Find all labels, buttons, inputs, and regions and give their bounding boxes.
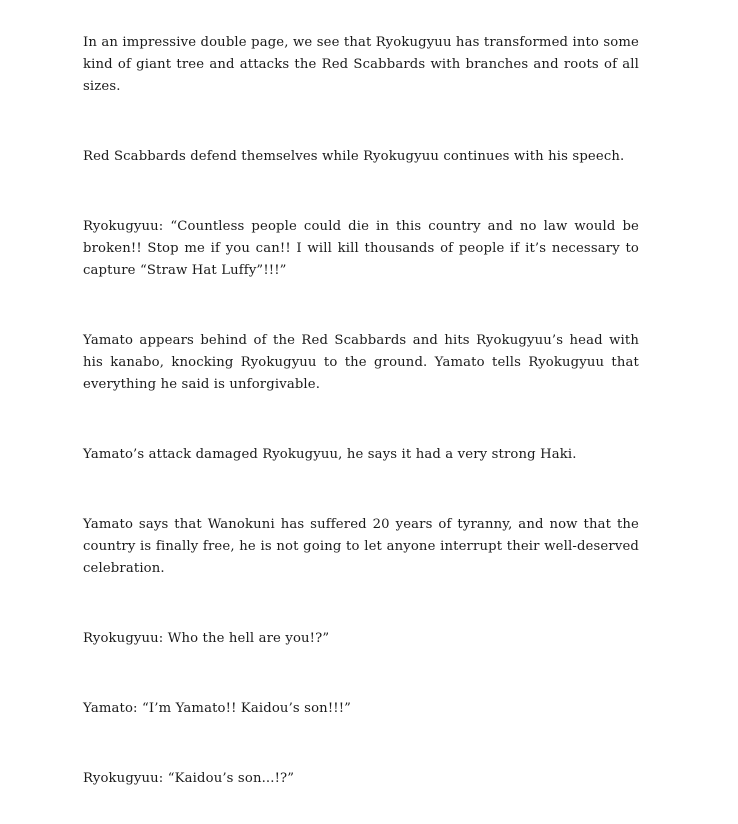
document-body (83, 32, 644, 790)
paragraph-who-are-you: Ryokugyuu: Who the hell are you!?” (83, 631, 330, 646)
paragraph-attack-damage: Yamato’s attack damaged Ryokugyuu, he says it had a very strong Haki. (83, 447, 577, 462)
paragraph-yamato-reply: Yamato: “I’m Yamato!! Kaidou’s son!!!” (83, 701, 352, 716)
paragraph-kaidou-son: Ryokugyuu: “Kaidou’s son...!?” (83, 771, 295, 786)
paragraph-ryokugyuu-threat: Ryokugyuu: “Countless people could die in this country and no law would be broken!! Stop me if you can!! I will kill thousands of people if it’s necessary to capture “Straw Hat Luffy”!!!” (83, 219, 644, 278)
paragraph-wanokuni-free: Yamato says that Wanokuni has suffered 20 years of tyranny, and now that the country is finally free, he is not going to let anyone interrupt their well-deserved celebration. (83, 517, 644, 576)
paragraph-yamato-appears: Yamato appears behind of the Red Scabbards and hits Ryokugyuu’s head with his kanabo, knocking Ryokugyuu to the ground. Yamato tells Ryokugyuu that everything he said is unforgivable. (83, 333, 644, 392)
paragraph-tree-attack: In an impressive double page, we see that Ryokugyuu has transformed into some kind of giant tree and attacks the Red Scabbards with branches and roots of all sizes. (83, 35, 644, 94)
paragraph-defense: Red Scabbards defend themselves while Ryokugyuu continues with his speech. (83, 149, 625, 164)
